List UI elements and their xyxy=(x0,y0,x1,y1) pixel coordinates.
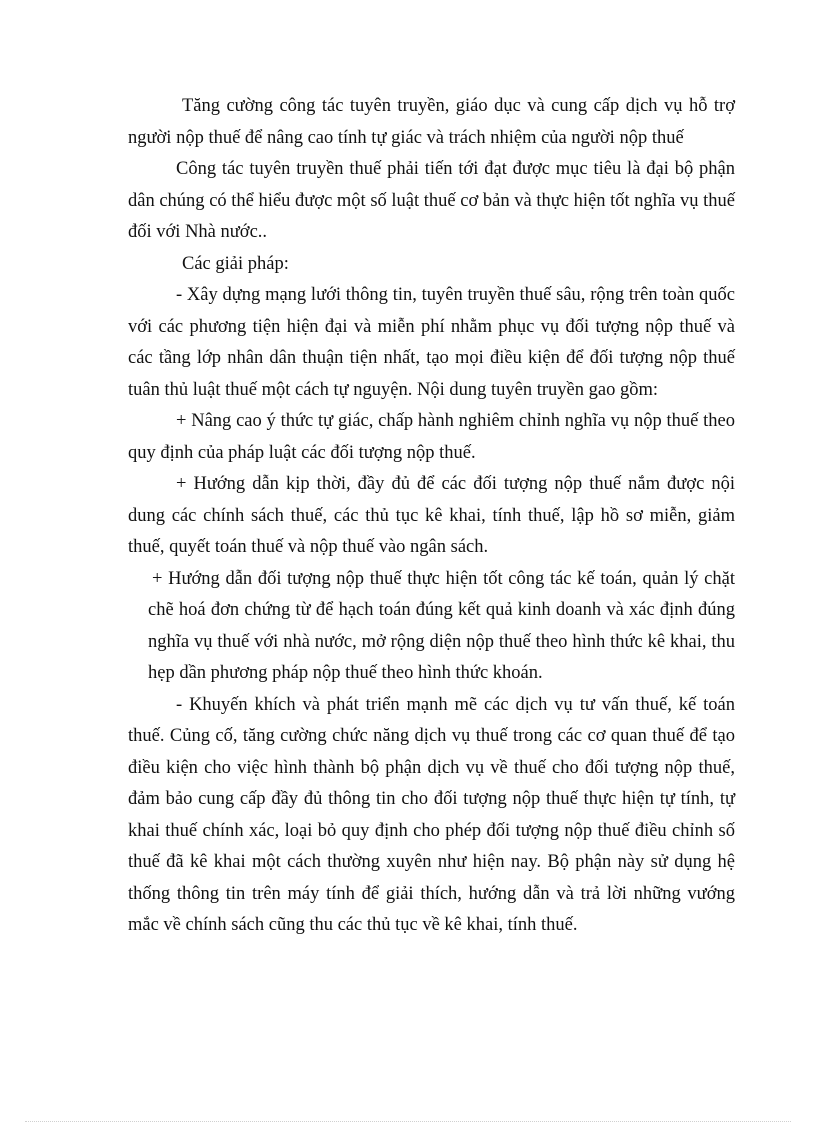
paragraph-heading-support: Tăng cường công tác tuyên truyền, giáo dục và cung cấp dịch vụ hỗ trợ người nộp thuế để nâng cao tính tự giác và trách nhiệm của người nộp thuế xyxy=(128,96,735,148)
paragraph-services: - Khuyến khích và phát triển mạnh mẽ các dịch vụ tư vấn thuế, kế toán thuế. Củng cố, tăng cường chức năng dịch vụ thuế trong các cơ quan thuế để tạo điều kiện cho việc hình thành bộ phận dịch vụ về thuế cho đối tượng nộp thuế, đảm bảo cung cấp đầy đủ thông tin cho đối tượng nộp thuế thực hiện tự tính, tự khai thuế chính xác, loại bỏ quy định cho phép đối tượng nộp thuế điều chỉnh số thuế đã kê khai một cách thường xuyên như hiện nay. Bộ phận này sử dụng hệ thống thông tin trên máy tính để giải thích, hướng dẫn và trả lời những vướng mắc về chính sách cũng thu các thủ tục về kê khai, tính thuế. xyxy=(128,694,735,935)
page-bottom-divider xyxy=(25,1121,791,1122)
paragraph-awareness: + Nâng cao ý thức tự giác, chấp hành nghiêm chỉnh nghĩa vụ nộp thuế theo quy định của pháp luật các đối tượng nộp thuế. xyxy=(128,411,735,463)
document-body xyxy=(128,91,735,942)
paragraph-solutions-label: Các giải pháp: xyxy=(182,253,289,274)
paragraph-guidance: + Hướng dẫn kịp thời, đầy đủ để các đối tượng nộp thuế nắm được nội dung các chính sách thuế, các thủ tục kê khai, tính thuế, lập hồ sơ miễn, giảm thuế, quyết toán thuế và nộp thuế vào ngân sách. xyxy=(128,474,735,557)
paragraph-goal: Công tác tuyên truyền thuế phải tiến tới đạt được mục tiêu là đại bộ phận dân chúng có thể hiểu được một số luật thuế cơ bản và thực hiện tốt nghĩa vụ thuế đối với Nhà nước.. xyxy=(128,159,735,242)
paragraph-accounting: + Hướng dẫn đối tượng nộp thuế thực hiện tốt công tác kế toán, quản lý chặt chẽ hoá đơn chứng từ để hạch toán đúng kết quả kinh doanh và xác định đúng nghĩa vụ thuế với nhà nước, mở rộng diện nộp thuế theo hình thức kê khai, thu hẹp dần phương pháp nộp thuế theo hình thức khoán. xyxy=(148,568,735,683)
paragraph-network: - Xây dựng mạng lưới thông tin, tuyên truyền thuế sâu, rộng trên toàn quốc với các phương tiện hiện đại và miễn phí nhằm phục vụ đối tượng nộp thuế và các tầng lớp nhân dân thuận tiện nhất, tạo mọi điều kiện để đối tượng nộp thuế tuân thủ luật thuế một cách tự nguyện. Nội dung tuyên truyền gao gồm: xyxy=(128,285,735,400)
